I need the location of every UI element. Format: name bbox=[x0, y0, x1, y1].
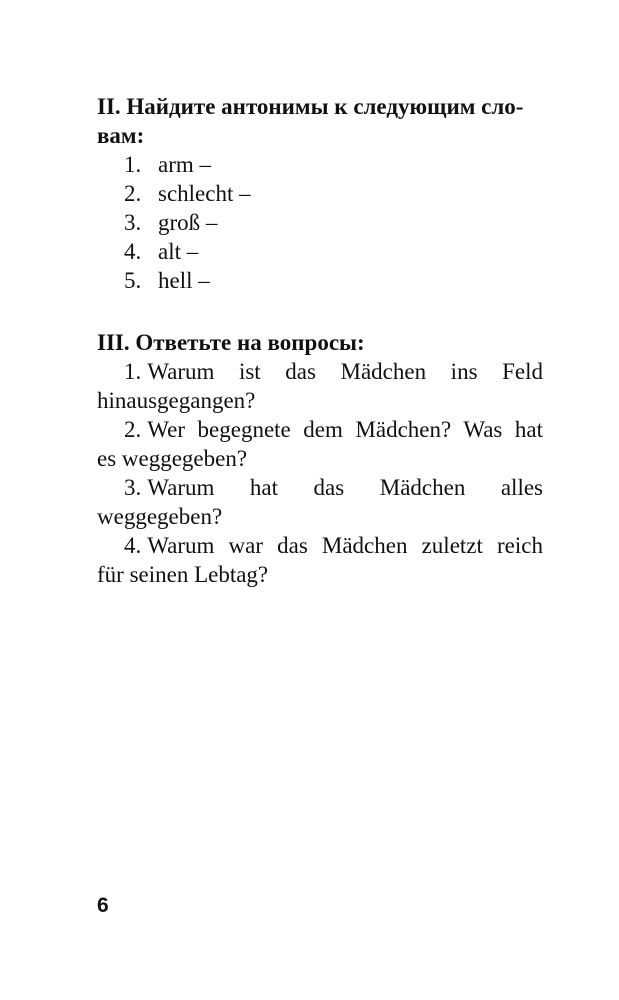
questions-list bbox=[97, 357, 543, 589]
section-heading-antonyms bbox=[97, 92, 543, 150]
item-number: 3. bbox=[124, 475, 142, 500]
item-number: 4. bbox=[124, 533, 142, 558]
list-item-continuation bbox=[97, 502, 543, 531]
item-number: 2. bbox=[124, 417, 142, 442]
heading-line-1: II. Найдите антонимы к следующим сло- bbox=[97, 94, 524, 119]
antonyms-list bbox=[97, 150, 543, 295]
list-item bbox=[97, 266, 543, 295]
item-text: schlecht – bbox=[158, 181, 251, 206]
item-text: arm – bbox=[158, 152, 212, 177]
section-heading-questions: III. Ответьте на вопросы: bbox=[97, 330, 365, 355]
list-item bbox=[97, 150, 543, 179]
question-line-2: hinausgegangen? bbox=[97, 388, 256, 413]
list-item-continuation bbox=[97, 560, 543, 589]
question-line-1: Warum ist das Mädchen ins Feld bbox=[147, 359, 543, 384]
list-item bbox=[97, 473, 543, 502]
item-text: groß – bbox=[158, 210, 218, 235]
question-line-1: Wer begegnete dem Mädchen? Was hat bbox=[147, 417, 543, 442]
item-number: 1. bbox=[124, 359, 142, 384]
list-item bbox=[97, 357, 543, 386]
list-item-continuation bbox=[97, 386, 543, 415]
list-item bbox=[97, 531, 543, 560]
question-line-2: weggegeben? bbox=[97, 504, 223, 529]
section-antonyms bbox=[97, 92, 543, 295]
item-number: 2. bbox=[124, 181, 142, 206]
page-number: 6 bbox=[97, 894, 109, 917]
question-line-1: Warum hat das Mädchen alles bbox=[147, 475, 543, 500]
list-item bbox=[97, 208, 543, 237]
question-line-1: Warum war das Mädchen zuletzt reich bbox=[147, 533, 543, 558]
list-item bbox=[97, 415, 543, 444]
list-item bbox=[97, 179, 543, 208]
item-text: alt – bbox=[158, 239, 199, 264]
question-line-2: es weggegeben? bbox=[97, 446, 248, 471]
heading-line-2: вам: bbox=[97, 123, 145, 148]
list-item-continuation bbox=[97, 444, 543, 473]
item-number: 5. bbox=[124, 268, 142, 293]
item-number: 3. bbox=[124, 210, 142, 235]
item-number: 1. bbox=[124, 152, 142, 177]
section-questions bbox=[97, 328, 543, 589]
list-item bbox=[97, 237, 543, 266]
item-number: 4. bbox=[124, 239, 142, 264]
item-text: hell – bbox=[158, 268, 210, 293]
question-line-2: für seinen Lebtag? bbox=[97, 562, 269, 587]
page-content bbox=[97, 92, 543, 589]
